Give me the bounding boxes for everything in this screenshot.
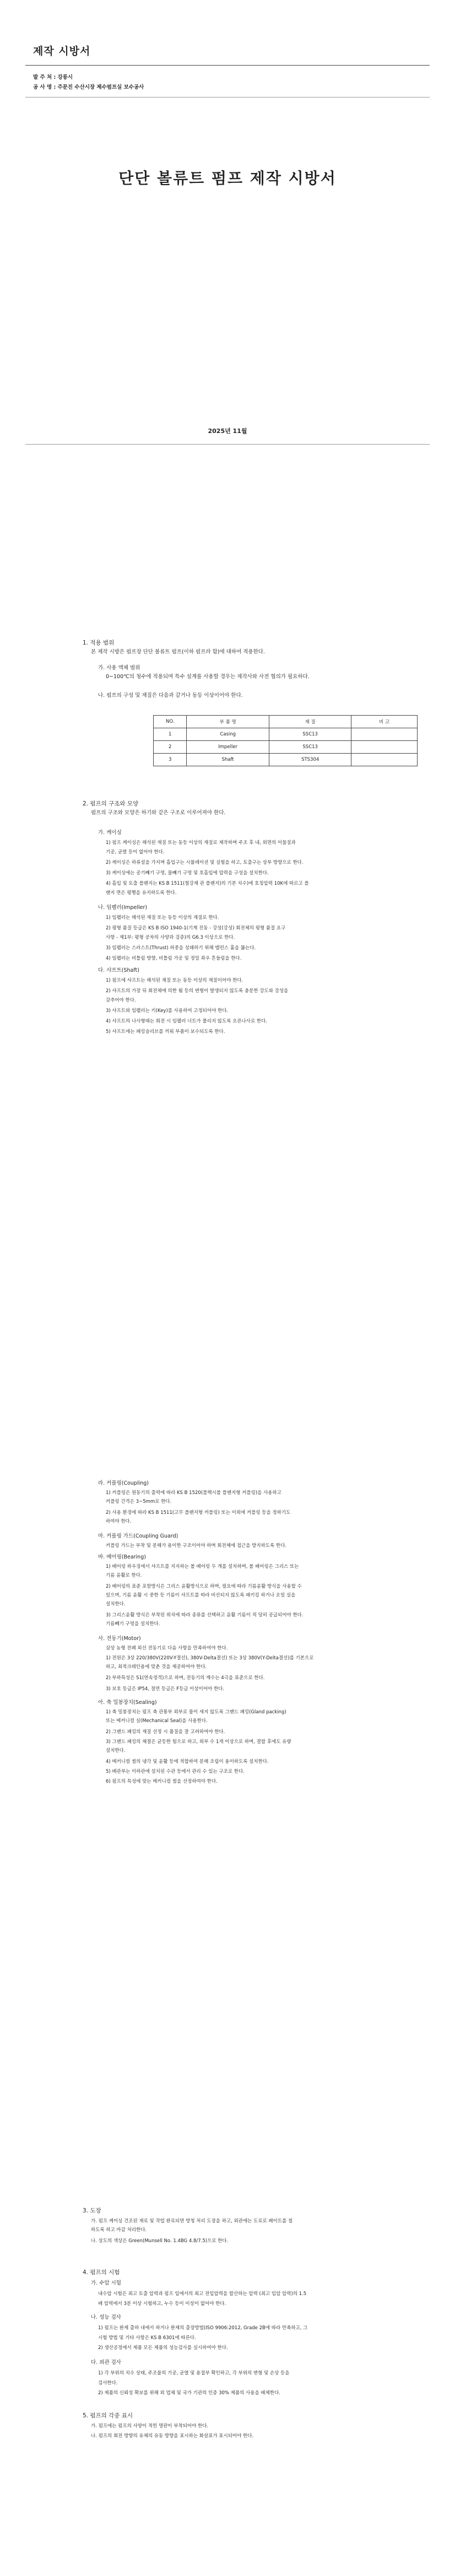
- list-item: 3) 그리스윤활 방식은 부착된 위치에 따라 종류를 선택하고 윤활 기름이 적 당히 공급되어야 한다.: [106, 1612, 304, 1618]
- list-item: 3) 임펠러는 스러스트(Thrust) 하중을 상쇄하기 위해 밸런스 홀을 뚫는다.: [106, 945, 256, 951]
- list-item: 3) 케이싱에는 공기빼기 구멍, 물빼기 구멍 및 호흡입에 압력을 구성을 설치한다.: [106, 870, 269, 876]
- s4-na-list: [98, 2325, 307, 2355]
- list-item: 내수압 시험은 최고 토출 압력과 펌프 입에서의 최고 전입압력을 합산하는 압력 (최고 입압 압력)의 1.5: [98, 2291, 307, 2297]
- s4-ga-title: 가. 수압 시험: [91, 2280, 121, 2286]
- col-remark: 비 고: [351, 716, 418, 728]
- table-header-row: [154, 716, 418, 728]
- s2-sa-title: 사. 전동기(Motor): [98, 1636, 141, 1642]
- list-item: 설치한다.: [106, 1601, 126, 1607]
- s4-da-list: [98, 2370, 289, 2400]
- list-item: 1) 임펠러는 해석된 재질 또는 동등 이상의 재질로 한다.: [106, 915, 219, 921]
- list-item: 4) 메커니컬 씰의 냉각 및 윤활 등에 적합하여 분해 조립이 용이하도록 설치한다.: [106, 1759, 269, 1765]
- ordering-org: 발 주 처 : 강릉시: [33, 74, 73, 80]
- list-item: 기공, 균열 등이 없어야 한다.: [106, 849, 165, 855]
- list-item: 1) 베어링 하우징에서 샤프트를 지지하는 볼 베어링 두 개를 설치하며, 볼 베어링은 그리스 또는: [106, 1564, 299, 1570]
- header-divider-2: [25, 97, 430, 98]
- table-row: [154, 754, 418, 766]
- issue-date: 2025년 11월: [208, 427, 247, 435]
- list-item: 1) 축 밀봉장치는 펌프 축 관통부 외부로 물이 새지 않도록 그랜드 패킹(Gland packing): [106, 1709, 286, 1715]
- s2-da-title: 다. 샤프트(Shaft): [98, 967, 139, 973]
- list-item: 나. 상도의 색상은 Green(Munsell No. 1.4BG 4.8/7.5)으로 한다.: [91, 2238, 229, 2244]
- project-name: 공 사 명 : 주문진 수산시장 제수펌프실 보수공사: [33, 84, 144, 90]
- list-item: 5) 배관부는 이하관에 설치된 수관 등에서 관리 수 있는 구조로 한다.: [106, 1769, 245, 1774]
- list-item: 4) 흡입 및 토출 플랜지는 KS B 1511(철강제 관 플랜지)의 기본 치수)에 호칭압력 10K에 따르고 플: [106, 881, 309, 886]
- list-item: 5) 샤프트에는 패킹슬리브를 끼워 부품이 보수되도록 한다.: [106, 1029, 225, 1035]
- cell-material: STS304: [269, 754, 351, 766]
- col-no: NO.: [154, 716, 187, 728]
- list-item: 3) 보호 등급은 IP54, 절연 등급은 F등급 이상이어야 한다.: [106, 1686, 225, 1692]
- list-item: 3) 샤프트와 임펠러는 키(Key)를 사용하여 고정되어야 한다.: [106, 1008, 229, 1014]
- list-item: 1) 펌프에 샤프트는 해석된 재질 또는 동등 이상의 재질이어야 한다.: [106, 978, 243, 983]
- s2-ba-title: 바. 베어링(Bearing): [98, 1554, 146, 1560]
- s4-heading: 4. 펌프의 시험: [83, 2269, 120, 2276]
- header-divider: [25, 65, 430, 66]
- s2-ma-title: 마. 커플링 가드(Coupling Guard): [98, 1533, 178, 1539]
- s2-aa-title: 아. 축 밀봉장치(Sealing): [98, 1700, 157, 1706]
- s2-ga-title: 가. 케이싱: [98, 830, 122, 836]
- doc-type-title: 제작 시방서: [33, 45, 91, 57]
- s3-heading: 3. 도장: [83, 2207, 101, 2214]
- list-item: 6) 펌프의 특성에 맞는 메커니컬 씰을 선정하여야 한다.: [106, 1779, 218, 1784]
- s1-a-title: 가. 사용 액체 범위: [98, 665, 140, 671]
- cell-material: SSC13: [269, 741, 351, 754]
- list-item: 시험 방법 및 기타 사항은 KS B 6301에 따른다.: [98, 2335, 196, 2341]
- list-item: 랜지 면은 평행을 유지하도록 한다.: [106, 890, 177, 896]
- list-item: 또는 메커니컬 실(Mechanical Seal)을 사용한다.: [106, 1718, 208, 1724]
- list-item: 커플링 간격은 3~5mm로 한다.: [106, 1499, 172, 1505]
- list-item: 하여야 한다.: [106, 1519, 132, 1524]
- col-part: 부 품 명: [187, 716, 269, 728]
- s2-heading: 2. 펌프의 구조와 모양: [83, 800, 139, 807]
- list-item: 1) 전원은 3상 220/380V(220V-Y결선), 380V-Delta결선) 또는 3상 380V(Y-Delta결선)를 기본으로: [106, 1655, 314, 1661]
- page-title: 단단 볼류트 펌프 제작 시방서: [118, 169, 337, 187]
- cell-part: Shaft: [187, 754, 269, 766]
- cell-material: SSC13: [269, 728, 351, 741]
- list-item: 1) 각 부위의 치수 상태, 주조물의 기공, 균열 및 용접부 확인하고, 각 부위의 변형 및 손상 등을: [98, 2371, 290, 2376]
- s5-list: [91, 2423, 253, 2443]
- list-item: 가. 펌프 케이싱 건조된 재료 및 작업 완료되면 방청 처리 도장을 하고, 외관에는 도료로 페이트를 칠: [91, 2218, 293, 2224]
- list-item: 2) 베어링의 표준 포함방식은 그리스 윤활방식으로 하며, 필요에 따라 기름윤활 방식을 사용할 수: [106, 1584, 302, 1589]
- list-item: 1) 펌프는 완제 출하 내에서 하거나 완제의 출장방법(ISO 9906:2012, Grade 2B에 따라 만족하고, 그: [98, 2325, 308, 2331]
- title-divider: [25, 444, 430, 445]
- list-item: 2) 샤프트의 가장 뒤 회전체에 의한 휨 등의 변형이 발생되지 않도록 충분한 강도와 강성을: [106, 988, 289, 994]
- list-item: 2) 제품의 신뢰성 확보를 위해 외 업체 및 국가 기관의 인증 30% 제품의 사용을 배제한다.: [98, 2390, 280, 2396]
- list-item: 2) 부하특성은 S1(연속정격)으로 하며, 전동기의 계수는 4극을 표준으로 한다.: [106, 1675, 265, 1681]
- s2-na-title: 나. 임펠러(Impeller): [98, 905, 148, 911]
- list-item: 기름 윤활로 한다.: [106, 1573, 142, 1578]
- s1-a-body: 0~100℃의 청수에 적용되며 특수 설계를 사용할 경우는 제작사와 사전 협의가 필요하다.: [106, 674, 310, 680]
- list-item: 설치한다.: [106, 1748, 126, 1754]
- list-item: 배 압력에서 3분 이상 시험하고, 누수 등이 이상이 없어야 한다.: [98, 2301, 226, 2307]
- list-item: 3) 그랜드 패킹의 체결은 균등한 힘으로 하고, 외부 수 1개 이상으로 하며, 결합 후에도 유량: [106, 1739, 291, 1745]
- cell-remark: [351, 741, 418, 754]
- s4-ga-body: [98, 2291, 306, 2310]
- cell-remark: [351, 754, 418, 766]
- s1-b-title: 나. 펌프의 구성 및 재질은 다음과 같거나 동등 이상이어야 한다.: [98, 692, 243, 699]
- s3-list: [91, 2218, 292, 2247]
- list-item: 갖추어야 한다.: [106, 998, 136, 1003]
- s2-ga-list: [106, 840, 309, 899]
- s2-na-list: [106, 914, 285, 965]
- s2-ra-list: [106, 1490, 290, 1527]
- s1-heading: 1. 적용 범위: [83, 640, 115, 646]
- cell-no: 3: [154, 754, 187, 766]
- s1-intro: 본 제작 시방은 펌프장 단단 볼류트 펌프(이하 펌프라 함)에 대하여 적용한다.: [91, 649, 265, 655]
- cell-part: Casing: [187, 728, 269, 741]
- s5-heading: 5. 펌프의 각종 표시: [83, 2412, 133, 2419]
- list-item: 기름빼기 구멍을 설치한다.: [106, 1621, 160, 1627]
- s4-na-title: 나. 성능 검사: [91, 2314, 121, 2320]
- list-item: 4) 샤프트의 나사형태는 회전 시 임펠러 너트가 풀리지 않도록 오른나사로 한다.: [106, 1019, 267, 1024]
- s2-sa-list: [106, 1655, 313, 1695]
- s2-sa-intro: 삼상 농형 전폐 외선 전동기로 다음 사항을 만족하여야 한다.: [106, 1646, 228, 1651]
- s2-da-list: [106, 977, 288, 1038]
- list-item: 2) 생산공정에서 제품 모든 제품의 성능검사를 실시하여야 한다.: [98, 2345, 228, 2351]
- table-row: [154, 728, 418, 741]
- list-item: 1) 커플링은 원동기의 출력에 따라 KS B 1520(플렉시블 플랜지형 커플링)을 사용하고: [106, 1490, 281, 1496]
- s2-ra-title: 라. 커플링(Coupling): [98, 1480, 149, 1486]
- cell-remark: [351, 728, 418, 741]
- table-row: [154, 741, 418, 754]
- cell-no: 2: [154, 741, 187, 754]
- material-table: [153, 715, 418, 766]
- list-item: 하도록 하고 마감 처리한다.: [91, 2227, 147, 2233]
- list-item: 있으며, 기름 윤활 시 중한 등 기름이 샤프트를 따라 비산되지 않도록 패키킹 하거나 오일 실을: [106, 1593, 296, 1598]
- list-item: 2) 케이싱은 하류설을 가지며 흡입구는 시뮬레이션 및 실험을 하고, 토출구는 상부 방향으로 한다.: [106, 860, 304, 865]
- list-item: 사항 - 제1부: 평형 공차의 사양과 검증)의 G6.3 이상으로 한다.: [106, 935, 235, 940]
- s2-intro: 펌프의 구조와 모양은 하기와 같은 구조로 이루어져야 한다.: [91, 810, 226, 816]
- list-item: 2) 사용 환경에 따라 KS B 1511(고무 플랜지형 커플링) 또는 이외에 커플링 등을 정하기도: [106, 1510, 291, 1516]
- col-material: 재 질: [269, 716, 351, 728]
- list-item: 2) 그랜드 패킹의 재질 선정 시 품질을 잘 고려하여야 한다.: [106, 1729, 225, 1735]
- cell-part: Impeller: [187, 741, 269, 754]
- s4-da-title: 다. 외관 검사: [91, 2359, 121, 2366]
- list-item: 검사한다.: [98, 2380, 118, 2386]
- s2-aa-list: [106, 1709, 291, 1787]
- list-item: 1) 펌프 케이싱은 해석된 재질 또는 동등 이상의 재질로 제작하며 주조 후 내, 외면의 이물질과: [106, 840, 296, 846]
- list-item: 하고, 최적크레인용에 맞춘 것을 제공하여야 한다.: [106, 1664, 207, 1670]
- s2-ba-list: [106, 1563, 304, 1630]
- s2-ma-body: 커플링 가드는 부착 및 분해가 용이한 구조이어야 하며 회전체에 접근을 방지하도록 한다.: [106, 1543, 287, 1549]
- list-item: 4) 임펠러는 비틀림 방향, 비틀림 가공 및 정밀 좌우 흔들림을 한다.: [106, 956, 242, 961]
- list-item: 가. 펌프에는 펌프의 사양이 적힌 명판이 부착되어야 한다.: [91, 2423, 209, 2429]
- list-item: 2) 평형 품질 등급은 KS B ISO 1940-1(기계 진동 - 강성(강성) 회전체의 평형 품질 요구: [106, 926, 286, 931]
- cell-no: 1: [154, 728, 187, 741]
- list-item: 나. 펌프의 회전 방향의 유체의 유동 방향을 표시하는 화살표가 표시되어야 한다.: [91, 2433, 254, 2439]
